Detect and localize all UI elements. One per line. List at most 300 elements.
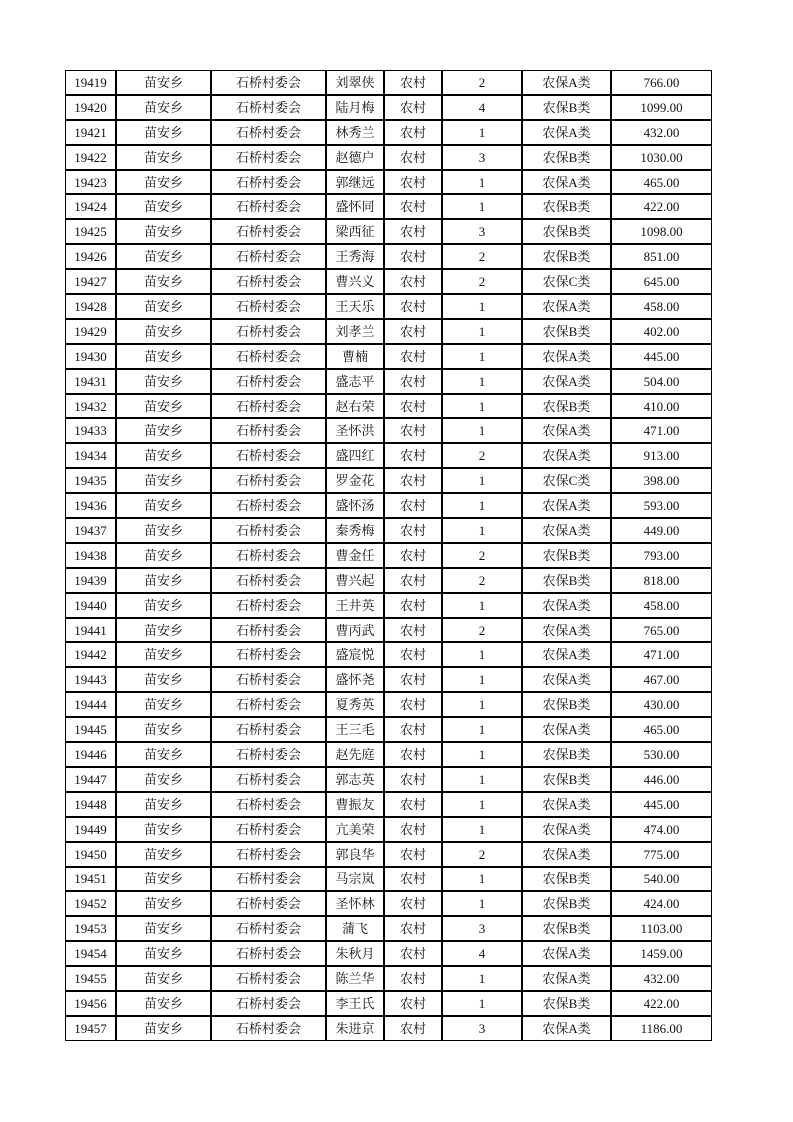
- cell-amount: 1459.00: [611, 941, 712, 966]
- cell-record-id: 19439: [65, 568, 116, 593]
- cell-insurance-category: 农保C类: [522, 468, 611, 493]
- cell-record-id: 19419: [65, 70, 116, 95]
- cell-residence-type: 农村: [384, 568, 442, 593]
- cell-village-committee: 石桥村委会: [211, 244, 326, 269]
- cell-township: 苗安乡: [116, 767, 211, 792]
- table-row: [65, 244, 712, 269]
- cell-person-name: 朱进京: [326, 1016, 384, 1041]
- cell-person-count: 3: [442, 145, 522, 170]
- cell-record-id: 19421: [65, 120, 116, 145]
- cell-insurance-category: 农保B类: [522, 543, 611, 568]
- cell-person-name: 赵右荣: [326, 394, 384, 419]
- cell-amount: 402.00: [611, 319, 712, 344]
- cell-record-id: 19435: [65, 468, 116, 493]
- cell-person-count: 3: [442, 1016, 522, 1041]
- table-row: [65, 319, 712, 344]
- cell-record-id: 19449: [65, 817, 116, 842]
- cell-township: 苗安乡: [116, 568, 211, 593]
- table-row: [65, 468, 712, 493]
- table-row: [65, 543, 712, 568]
- cell-township: 苗安乡: [116, 667, 211, 692]
- cell-township: 苗安乡: [116, 95, 211, 120]
- cell-record-id: 19427: [65, 269, 116, 294]
- cell-person-count: 1: [442, 742, 522, 767]
- cell-amount: 432.00: [611, 120, 712, 145]
- cell-person-count: 1: [442, 767, 522, 792]
- cell-amount: 422.00: [611, 194, 712, 219]
- table-row: [65, 941, 712, 966]
- cell-village-committee: 石桥村委会: [211, 593, 326, 618]
- cell-person-name: 盛宸悦: [326, 642, 384, 667]
- table-row: [65, 991, 712, 1016]
- cell-record-id: 19436: [65, 493, 116, 518]
- cell-township: 苗安乡: [116, 194, 211, 219]
- cell-township: 苗安乡: [116, 443, 211, 468]
- cell-record-id: 19438: [65, 543, 116, 568]
- cell-person-name: 王三毛: [326, 717, 384, 742]
- cell-residence-type: 农村: [384, 867, 442, 892]
- table-row: [65, 194, 712, 219]
- table-row: [65, 692, 712, 717]
- cell-person-count: 3: [442, 219, 522, 244]
- cell-residence-type: 农村: [384, 916, 442, 941]
- cell-township: 苗安乡: [116, 294, 211, 319]
- cell-amount: 851.00: [611, 244, 712, 269]
- cell-insurance-category: 农保B类: [522, 867, 611, 892]
- cell-amount: 465.00: [611, 170, 712, 195]
- cell-township: 苗安乡: [116, 966, 211, 991]
- cell-person-count: 1: [442, 867, 522, 892]
- cell-residence-type: 农村: [384, 991, 442, 1016]
- cell-person-count: 1: [442, 319, 522, 344]
- cell-township: 苗安乡: [116, 145, 211, 170]
- cell-insurance-category: 农保B类: [522, 767, 611, 792]
- cell-insurance-category: 农保A类: [522, 817, 611, 842]
- cell-village-committee: 石桥村委会: [211, 1016, 326, 1041]
- cell-residence-type: 农村: [384, 493, 442, 518]
- cell-village-committee: 石桥村委会: [211, 493, 326, 518]
- cell-amount: 593.00: [611, 493, 712, 518]
- cell-person-name: 郭志英: [326, 767, 384, 792]
- cell-township: 苗安乡: [116, 642, 211, 667]
- cell-insurance-category: 农保B类: [522, 742, 611, 767]
- table-row: [65, 95, 712, 120]
- cell-person-count: 2: [442, 269, 522, 294]
- cell-residence-type: 农村: [384, 319, 442, 344]
- cell-insurance-category: 农保A类: [522, 593, 611, 618]
- cell-village-committee: 石桥村委会: [211, 867, 326, 892]
- cell-amount: 530.00: [611, 742, 712, 767]
- cell-person-name: 王井英: [326, 593, 384, 618]
- table-row: [65, 966, 712, 991]
- cell-insurance-category: 农保A类: [522, 792, 611, 817]
- cell-record-id: 19428: [65, 294, 116, 319]
- cell-township: 苗安乡: [116, 543, 211, 568]
- cell-residence-type: 农村: [384, 618, 442, 643]
- table-row: [65, 642, 712, 667]
- cell-insurance-category: 农保A类: [522, 842, 611, 867]
- cell-township: 苗安乡: [116, 369, 211, 394]
- cell-insurance-category: 农保B类: [522, 319, 611, 344]
- cell-person-count: 1: [442, 294, 522, 319]
- cell-township: 苗安乡: [116, 742, 211, 767]
- cell-amount: 818.00: [611, 568, 712, 593]
- cell-township: 苗安乡: [116, 717, 211, 742]
- cell-record-id: 19446: [65, 742, 116, 767]
- cell-amount: 765.00: [611, 618, 712, 643]
- cell-residence-type: 农村: [384, 244, 442, 269]
- cell-person-count: 1: [442, 817, 522, 842]
- cell-amount: 445.00: [611, 344, 712, 369]
- cell-village-committee: 石桥村委会: [211, 443, 326, 468]
- cell-village-committee: 石桥村委会: [211, 70, 326, 95]
- table-row: [65, 369, 712, 394]
- cell-insurance-category: 农保A类: [522, 70, 611, 95]
- cell-person-name: 曹兴义: [326, 269, 384, 294]
- cell-township: 苗安乡: [116, 394, 211, 419]
- table-row: [65, 1016, 712, 1041]
- cell-record-id: 19451: [65, 867, 116, 892]
- cell-person-count: 1: [442, 344, 522, 369]
- cell-village-committee: 石桥村委会: [211, 294, 326, 319]
- cell-township: 苗安乡: [116, 269, 211, 294]
- cell-village-committee: 石桥村委会: [211, 792, 326, 817]
- cell-village-committee: 石桥村委会: [211, 394, 326, 419]
- cell-amount: 449.00: [611, 518, 712, 543]
- cell-township: 苗安乡: [116, 493, 211, 518]
- cell-record-id: 19455: [65, 966, 116, 991]
- cell-amount: 766.00: [611, 70, 712, 95]
- cell-township: 苗安乡: [116, 792, 211, 817]
- table-row: [65, 145, 712, 170]
- cell-person-name: 盛怀汤: [326, 493, 384, 518]
- cell-person-name: 圣怀洪: [326, 418, 384, 443]
- cell-insurance-category: 农保B类: [522, 891, 611, 916]
- cell-amount: 1103.00: [611, 916, 712, 941]
- cell-record-id: 19457: [65, 1016, 116, 1041]
- cell-residence-type: 农村: [384, 518, 442, 543]
- cell-village-committee: 石桥村委会: [211, 518, 326, 543]
- cell-village-committee: 石桥村委会: [211, 817, 326, 842]
- cell-village-committee: 石桥村委会: [211, 95, 326, 120]
- cell-insurance-category: 农保A类: [522, 369, 611, 394]
- cell-township: 苗安乡: [116, 244, 211, 269]
- cell-insurance-category: 农保B类: [522, 244, 611, 269]
- cell-record-id: 19420: [65, 95, 116, 120]
- cell-amount: 1099.00: [611, 95, 712, 120]
- cell-residence-type: 农村: [384, 369, 442, 394]
- cell-amount: 458.00: [611, 593, 712, 618]
- cell-person-name: 亢美荣: [326, 817, 384, 842]
- cell-village-committee: 石桥村委会: [211, 120, 326, 145]
- cell-person-name: 王秀海: [326, 244, 384, 269]
- cell-person-count: 4: [442, 95, 522, 120]
- cell-record-id: 19456: [65, 991, 116, 1016]
- cell-person-name: 陆月梅: [326, 95, 384, 120]
- cell-residence-type: 农村: [384, 792, 442, 817]
- cell-township: 苗安乡: [116, 70, 211, 95]
- cell-person-name: 曹楠: [326, 344, 384, 369]
- table-row: [65, 120, 712, 145]
- cell-village-committee: 石桥村委会: [211, 568, 326, 593]
- cell-village-committee: 石桥村委会: [211, 145, 326, 170]
- cell-village-committee: 石桥村委会: [211, 842, 326, 867]
- cell-residence-type: 农村: [384, 294, 442, 319]
- cell-person-name: 秦秀梅: [326, 518, 384, 543]
- table-row: [65, 568, 712, 593]
- cell-person-count: 2: [442, 842, 522, 867]
- cell-person-count: 1: [442, 692, 522, 717]
- cell-person-count: 1: [442, 194, 522, 219]
- cell-amount: 398.00: [611, 468, 712, 493]
- cell-village-committee: 石桥村委会: [211, 941, 326, 966]
- cell-amount: 645.00: [611, 269, 712, 294]
- cell-record-id: 19430: [65, 344, 116, 369]
- cell-residence-type: 农村: [384, 219, 442, 244]
- cell-insurance-category: 农保B类: [522, 916, 611, 941]
- table-row: [65, 667, 712, 692]
- cell-record-id: 19434: [65, 443, 116, 468]
- cell-record-id: 19432: [65, 394, 116, 419]
- cell-insurance-category: 农保C类: [522, 269, 611, 294]
- cell-amount: 471.00: [611, 642, 712, 667]
- cell-township: 苗安乡: [116, 344, 211, 369]
- cell-residence-type: 农村: [384, 692, 442, 717]
- cell-person-count: 4: [442, 941, 522, 966]
- cell-township: 苗安乡: [116, 842, 211, 867]
- table-row: [65, 916, 712, 941]
- cell-residence-type: 农村: [384, 269, 442, 294]
- cell-insurance-category: 农保B类: [522, 219, 611, 244]
- cell-township: 苗安乡: [116, 120, 211, 145]
- cell-township: 苗安乡: [116, 891, 211, 916]
- cell-person-count: 2: [442, 543, 522, 568]
- table-row: [65, 742, 712, 767]
- cell-person-name: 赵先庭: [326, 742, 384, 767]
- cell-residence-type: 农村: [384, 717, 442, 742]
- cell-amount: 775.00: [611, 842, 712, 867]
- cell-record-id: 19431: [65, 369, 116, 394]
- cell-person-name: 盛怀同: [326, 194, 384, 219]
- cell-township: 苗安乡: [116, 867, 211, 892]
- cell-village-committee: 石桥村委会: [211, 916, 326, 941]
- cell-person-count: 2: [442, 70, 522, 95]
- cell-insurance-category: 农保A类: [522, 667, 611, 692]
- cell-person-name: 郭良华: [326, 842, 384, 867]
- cell-person-name: 曹兴起: [326, 568, 384, 593]
- cell-village-committee: 石桥村委会: [211, 642, 326, 667]
- cell-residence-type: 农村: [384, 95, 442, 120]
- cell-person-count: 1: [442, 642, 522, 667]
- cell-person-name: 圣怀林: [326, 891, 384, 916]
- cell-person-count: 3: [442, 916, 522, 941]
- cell-insurance-category: 农保B类: [522, 95, 611, 120]
- table-row: [65, 443, 712, 468]
- table-row: [65, 891, 712, 916]
- cell-person-name: 曹振友: [326, 792, 384, 817]
- cell-record-id: 19437: [65, 518, 116, 543]
- cell-person-name: 夏秀英: [326, 692, 384, 717]
- cell-residence-type: 农村: [384, 170, 442, 195]
- cell-insurance-category: 农保B类: [522, 145, 611, 170]
- cell-person-count: 1: [442, 468, 522, 493]
- table-row: [65, 294, 712, 319]
- cell-record-id: 19424: [65, 194, 116, 219]
- cell-person-name: 刘翠侠: [326, 70, 384, 95]
- cell-township: 苗安乡: [116, 593, 211, 618]
- table-row: [65, 842, 712, 867]
- cell-person-name: 梁西征: [326, 219, 384, 244]
- cell-record-id: 19443: [65, 667, 116, 692]
- table-row: [65, 70, 712, 95]
- cell-insurance-category: 农保A类: [522, 344, 611, 369]
- cell-township: 苗安乡: [116, 692, 211, 717]
- cell-residence-type: 农村: [384, 1016, 442, 1041]
- cell-amount: 474.00: [611, 817, 712, 842]
- cell-insurance-category: 农保A类: [522, 717, 611, 742]
- cell-residence-type: 农村: [384, 767, 442, 792]
- cell-person-count: 1: [442, 170, 522, 195]
- cell-residence-type: 农村: [384, 593, 442, 618]
- cell-village-committee: 石桥村委会: [211, 966, 326, 991]
- cell-record-id: 19442: [65, 642, 116, 667]
- cell-residence-type: 农村: [384, 941, 442, 966]
- cell-person-name: 李王氏: [326, 991, 384, 1016]
- cell-township: 苗安乡: [116, 817, 211, 842]
- cell-record-id: 19423: [65, 170, 116, 195]
- cell-township: 苗安乡: [116, 941, 211, 966]
- cell-residence-type: 农村: [384, 194, 442, 219]
- cell-person-name: 马宗岚: [326, 867, 384, 892]
- cell-residence-type: 农村: [384, 70, 442, 95]
- cell-amount: 432.00: [611, 966, 712, 991]
- cell-person-count: 1: [442, 991, 522, 1016]
- cell-person-name: 赵德户: [326, 145, 384, 170]
- cell-township: 苗安乡: [116, 1016, 211, 1041]
- table-row: [65, 493, 712, 518]
- table-row: [65, 418, 712, 443]
- cell-amount: 465.00: [611, 717, 712, 742]
- cell-insurance-category: 农保B类: [522, 394, 611, 419]
- cell-village-committee: 石桥村委会: [211, 717, 326, 742]
- cell-residence-type: 农村: [384, 418, 442, 443]
- cell-amount: 467.00: [611, 667, 712, 692]
- cell-record-id: 19441: [65, 618, 116, 643]
- cell-village-committee: 石桥村委会: [211, 194, 326, 219]
- cell-amount: 410.00: [611, 394, 712, 419]
- cell-person-count: 1: [442, 593, 522, 618]
- cell-residence-type: 农村: [384, 966, 442, 991]
- cell-residence-type: 农村: [384, 344, 442, 369]
- cell-person-count: 2: [442, 618, 522, 643]
- cell-record-id: 19440: [65, 593, 116, 618]
- cell-person-count: 1: [442, 518, 522, 543]
- cell-township: 苗安乡: [116, 468, 211, 493]
- cell-village-committee: 石桥村委会: [211, 344, 326, 369]
- cell-village-committee: 石桥村委会: [211, 692, 326, 717]
- cell-insurance-category: 农保A类: [522, 418, 611, 443]
- cell-insurance-category: 农保B类: [522, 692, 611, 717]
- cell-residence-type: 农村: [384, 817, 442, 842]
- cell-residence-type: 农村: [384, 642, 442, 667]
- cell-insurance-category: 农保A类: [522, 170, 611, 195]
- cell-person-count: 2: [442, 244, 522, 269]
- table-row: [65, 792, 712, 817]
- cell-village-committee: 石桥村委会: [211, 742, 326, 767]
- cell-amount: 422.00: [611, 991, 712, 1016]
- cell-person-name: 盛四红: [326, 443, 384, 468]
- cell-residence-type: 农村: [384, 742, 442, 767]
- cell-insurance-category: 农保A类: [522, 518, 611, 543]
- cell-village-committee: 石桥村委会: [211, 991, 326, 1016]
- cell-person-name: 曹丙武: [326, 618, 384, 643]
- cell-person-name: 蒲飞: [326, 916, 384, 941]
- cell-person-count: 1: [442, 369, 522, 394]
- cell-insurance-category: 农保A类: [522, 443, 611, 468]
- cell-record-id: 19444: [65, 692, 116, 717]
- table-row: [65, 394, 712, 419]
- cell-village-committee: 石桥村委会: [211, 418, 326, 443]
- cell-record-id: 19447: [65, 767, 116, 792]
- cell-township: 苗安乡: [116, 170, 211, 195]
- cell-village-committee: 石桥村委会: [211, 269, 326, 294]
- table-row: [65, 767, 712, 792]
- cell-person-name: 罗金花: [326, 468, 384, 493]
- insurance-records-table: [65, 70, 712, 1041]
- cell-village-committee: 石桥村委会: [211, 369, 326, 394]
- table-row: [65, 219, 712, 244]
- cell-village-committee: 石桥村委会: [211, 618, 326, 643]
- cell-person-count: 1: [442, 120, 522, 145]
- cell-person-name: 王天乐: [326, 294, 384, 319]
- cell-amount: 504.00: [611, 369, 712, 394]
- cell-village-committee: 石桥村委会: [211, 219, 326, 244]
- table-row: [65, 717, 712, 742]
- table-row: [65, 344, 712, 369]
- cell-amount: 424.00: [611, 891, 712, 916]
- cell-insurance-category: 农保B类: [522, 991, 611, 1016]
- table-row: [65, 518, 712, 543]
- cell-record-id: 19452: [65, 891, 116, 916]
- cell-insurance-category: 农保B类: [522, 194, 611, 219]
- cell-amount: 540.00: [611, 867, 712, 892]
- cell-village-committee: 石桥村委会: [211, 767, 326, 792]
- cell-village-committee: 石桥村委会: [211, 468, 326, 493]
- cell-township: 苗安乡: [116, 319, 211, 344]
- cell-village-committee: 石桥村委会: [211, 319, 326, 344]
- cell-amount: 1030.00: [611, 145, 712, 170]
- cell-person-count: 1: [442, 717, 522, 742]
- cell-person-name: 陈兰华: [326, 966, 384, 991]
- cell-township: 苗安乡: [116, 618, 211, 643]
- cell-amount: 793.00: [611, 543, 712, 568]
- cell-township: 苗安乡: [116, 518, 211, 543]
- cell-person-count: 2: [442, 568, 522, 593]
- cell-person-name: 盛怀尧: [326, 667, 384, 692]
- cell-person-count: 1: [442, 667, 522, 692]
- cell-person-count: 1: [442, 966, 522, 991]
- cell-person-name: 曹金任: [326, 543, 384, 568]
- table-body: [65, 70, 712, 1041]
- cell-record-id: 19433: [65, 418, 116, 443]
- table-row: [65, 867, 712, 892]
- cell-amount: 471.00: [611, 418, 712, 443]
- cell-township: 苗安乡: [116, 991, 211, 1016]
- cell-village-committee: 石桥村委会: [211, 170, 326, 195]
- table-row: [65, 593, 712, 618]
- cell-amount: 445.00: [611, 792, 712, 817]
- cell-residence-type: 农村: [384, 468, 442, 493]
